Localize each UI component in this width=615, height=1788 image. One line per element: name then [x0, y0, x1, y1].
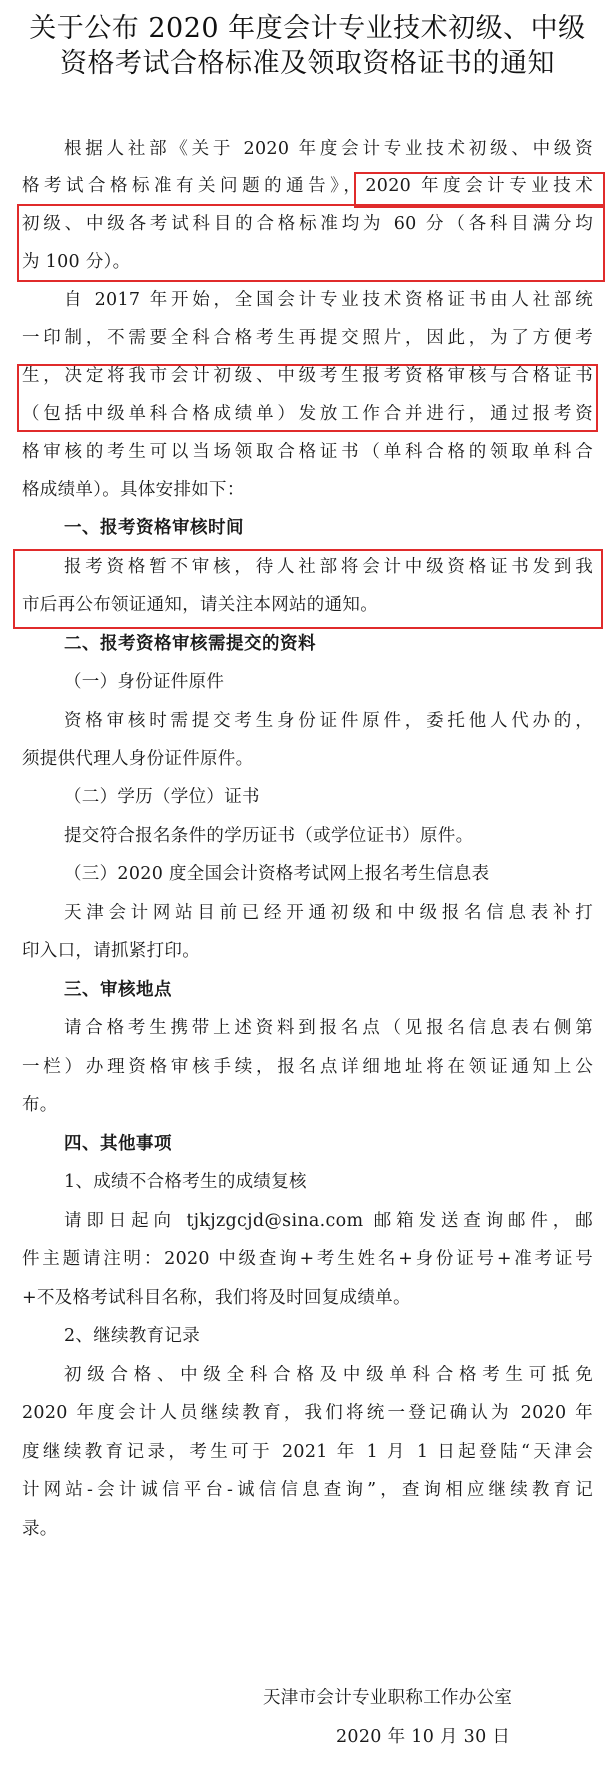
red-annotation-box-3 — [17, 364, 598, 432]
section-3-line-3: 布。 — [22, 1095, 58, 1115]
section-4-sub-2-line-3: 度继续教育记录，考生可于 2021 年 1 月 1 日起登陆“天津会 — [22, 1442, 593, 1462]
paragraph-2-line-2: 一印制，不需要全科合格考生再提交照片，因此，为了方便考 — [22, 328, 593, 348]
section-4-sub-1-title: 1、成绩不合格考生的成绩复核 — [64, 1172, 307, 1192]
section-3-line-2: 一栏）办理资格审核手续，报名点详细地址将在领证通知上公 — [22, 1057, 593, 1077]
section-1-heading: 一、报考资格审核时间 — [64, 518, 244, 538]
red-annotation-box-1 — [354, 172, 605, 208]
section-2-sub-1-title: （一）身份证件原件 — [64, 672, 225, 692]
section-4-sub-1-line-2: 件主题请注明：2020 中级查询+考生姓名+身份证号+准考证号 — [22, 1249, 593, 1269]
section-4-sub-2-line-5: 录。 — [22, 1519, 58, 1539]
section-4-heading: 四、其他事项 — [64, 1134, 172, 1154]
red-annotation-box-4 — [13, 549, 603, 629]
section-2-heading: 二、报考资格审核需提交的资料 — [64, 634, 316, 654]
section-2-sub-3-title: （三）2020 度全国会计资格考试网上报名考生信息表 — [64, 864, 490, 884]
section-1-line-2: 市后再公布领证通知，请关注本网站的通知。 — [22, 595, 378, 615]
paragraph-2-line-4: （包括中级单科合格成绩单）发放工作合并进行，通过报考资 — [22, 404, 593, 424]
section-2-sub-1-line-1: 资格审核时需提交考生身份证件原件，委托他人代办的， — [64, 711, 593, 731]
section-4-sub-2-line-1: 初级合格、中级全科合格及中级单科合格考生可抵免 — [64, 1365, 593, 1385]
signature-organization: 天津市会计专业职称工作办公室 — [263, 1688, 513, 1708]
section-3-line-1: 请合格考生携带上述资料到报名点（见报名信息表右侧第 — [64, 1018, 593, 1038]
intro-line-3: 初级、中级各考试科目的合格标准均为 60 分（各科目满分均 — [22, 214, 593, 234]
paragraph-2-line-5: 格审核的考生可以当场领取合格证书（单科合格的领取单科合 — [22, 442, 593, 462]
section-1-line-1: 报考资格暂不审核，待人社部将会计中级资格证书发到我 — [64, 557, 593, 577]
section-3-heading: 三、审核地点 — [64, 980, 172, 1000]
intro-line-1: 根据人社部《关于 2020 年度会计专业技术初级、中级资 — [64, 139, 593, 159]
section-2-sub-3-line-1: 天津会计网站目前已经开通初级和中级报名信息表补打 — [64, 903, 593, 923]
intro-line-2: 格考试合格标准有关问题的通告》，2020 年度会计专业技术 — [22, 176, 593, 196]
section-4-sub-2-line-2: 2020 年度会计人员继续教育，我们将统一登记确认为 2020 年 — [22, 1403, 593, 1423]
section-2-sub-1-line-2: 须提供代理人身份证件原件。 — [22, 749, 254, 769]
intro-line-4: 为 100 分）。 — [22, 252, 131, 272]
paragraph-2-line-1: 自 2017 年开始，全国会计专业技术资格证书由人社部统 — [64, 290, 593, 310]
section-4-sub-2-line-4: 计网站-会计诚信平台-诚信信息查询”，查询相应继续教育记 — [22, 1480, 593, 1500]
section-4-sub-2-title: 2、继续教育记录 — [64, 1326, 201, 1346]
paragraph-2-line-6: 格成绩单）。具体安排如下： — [22, 480, 245, 500]
document-title-line-1: 关于公布 2020 年度会计专业技术初级、中级 — [29, 13, 586, 44]
signature-date: 2020 年 10 月 30 日 — [336, 1727, 511, 1747]
section-4-sub-1-line-3: +不及格考试科目名称，我们将及时回复成绩单。 — [22, 1288, 411, 1308]
red-annotation-box-2 — [17, 204, 605, 282]
section-2-sub-3-line-2: 印入口，请抓紧打印。 — [22, 941, 200, 961]
document-title-line-2: 资格考试合格标准及领取资格证书的通知 — [60, 48, 555, 79]
section-2-sub-2-line-1: 提交符合报名条件的学历证书（或学位证书）原件。 — [64, 826, 474, 846]
section-4-sub-1-line-1: 请即日起向 tjkjzgcjd@sina.com 邮箱发送查询邮件，邮 — [64, 1211, 593, 1231]
section-2-sub-2-title: （二）学历（学位）证书 — [64, 787, 260, 807]
paragraph-2-line-3: 生，决定将我市会计初级、中级考生报考资格审核与合格证书 — [22, 366, 593, 386]
